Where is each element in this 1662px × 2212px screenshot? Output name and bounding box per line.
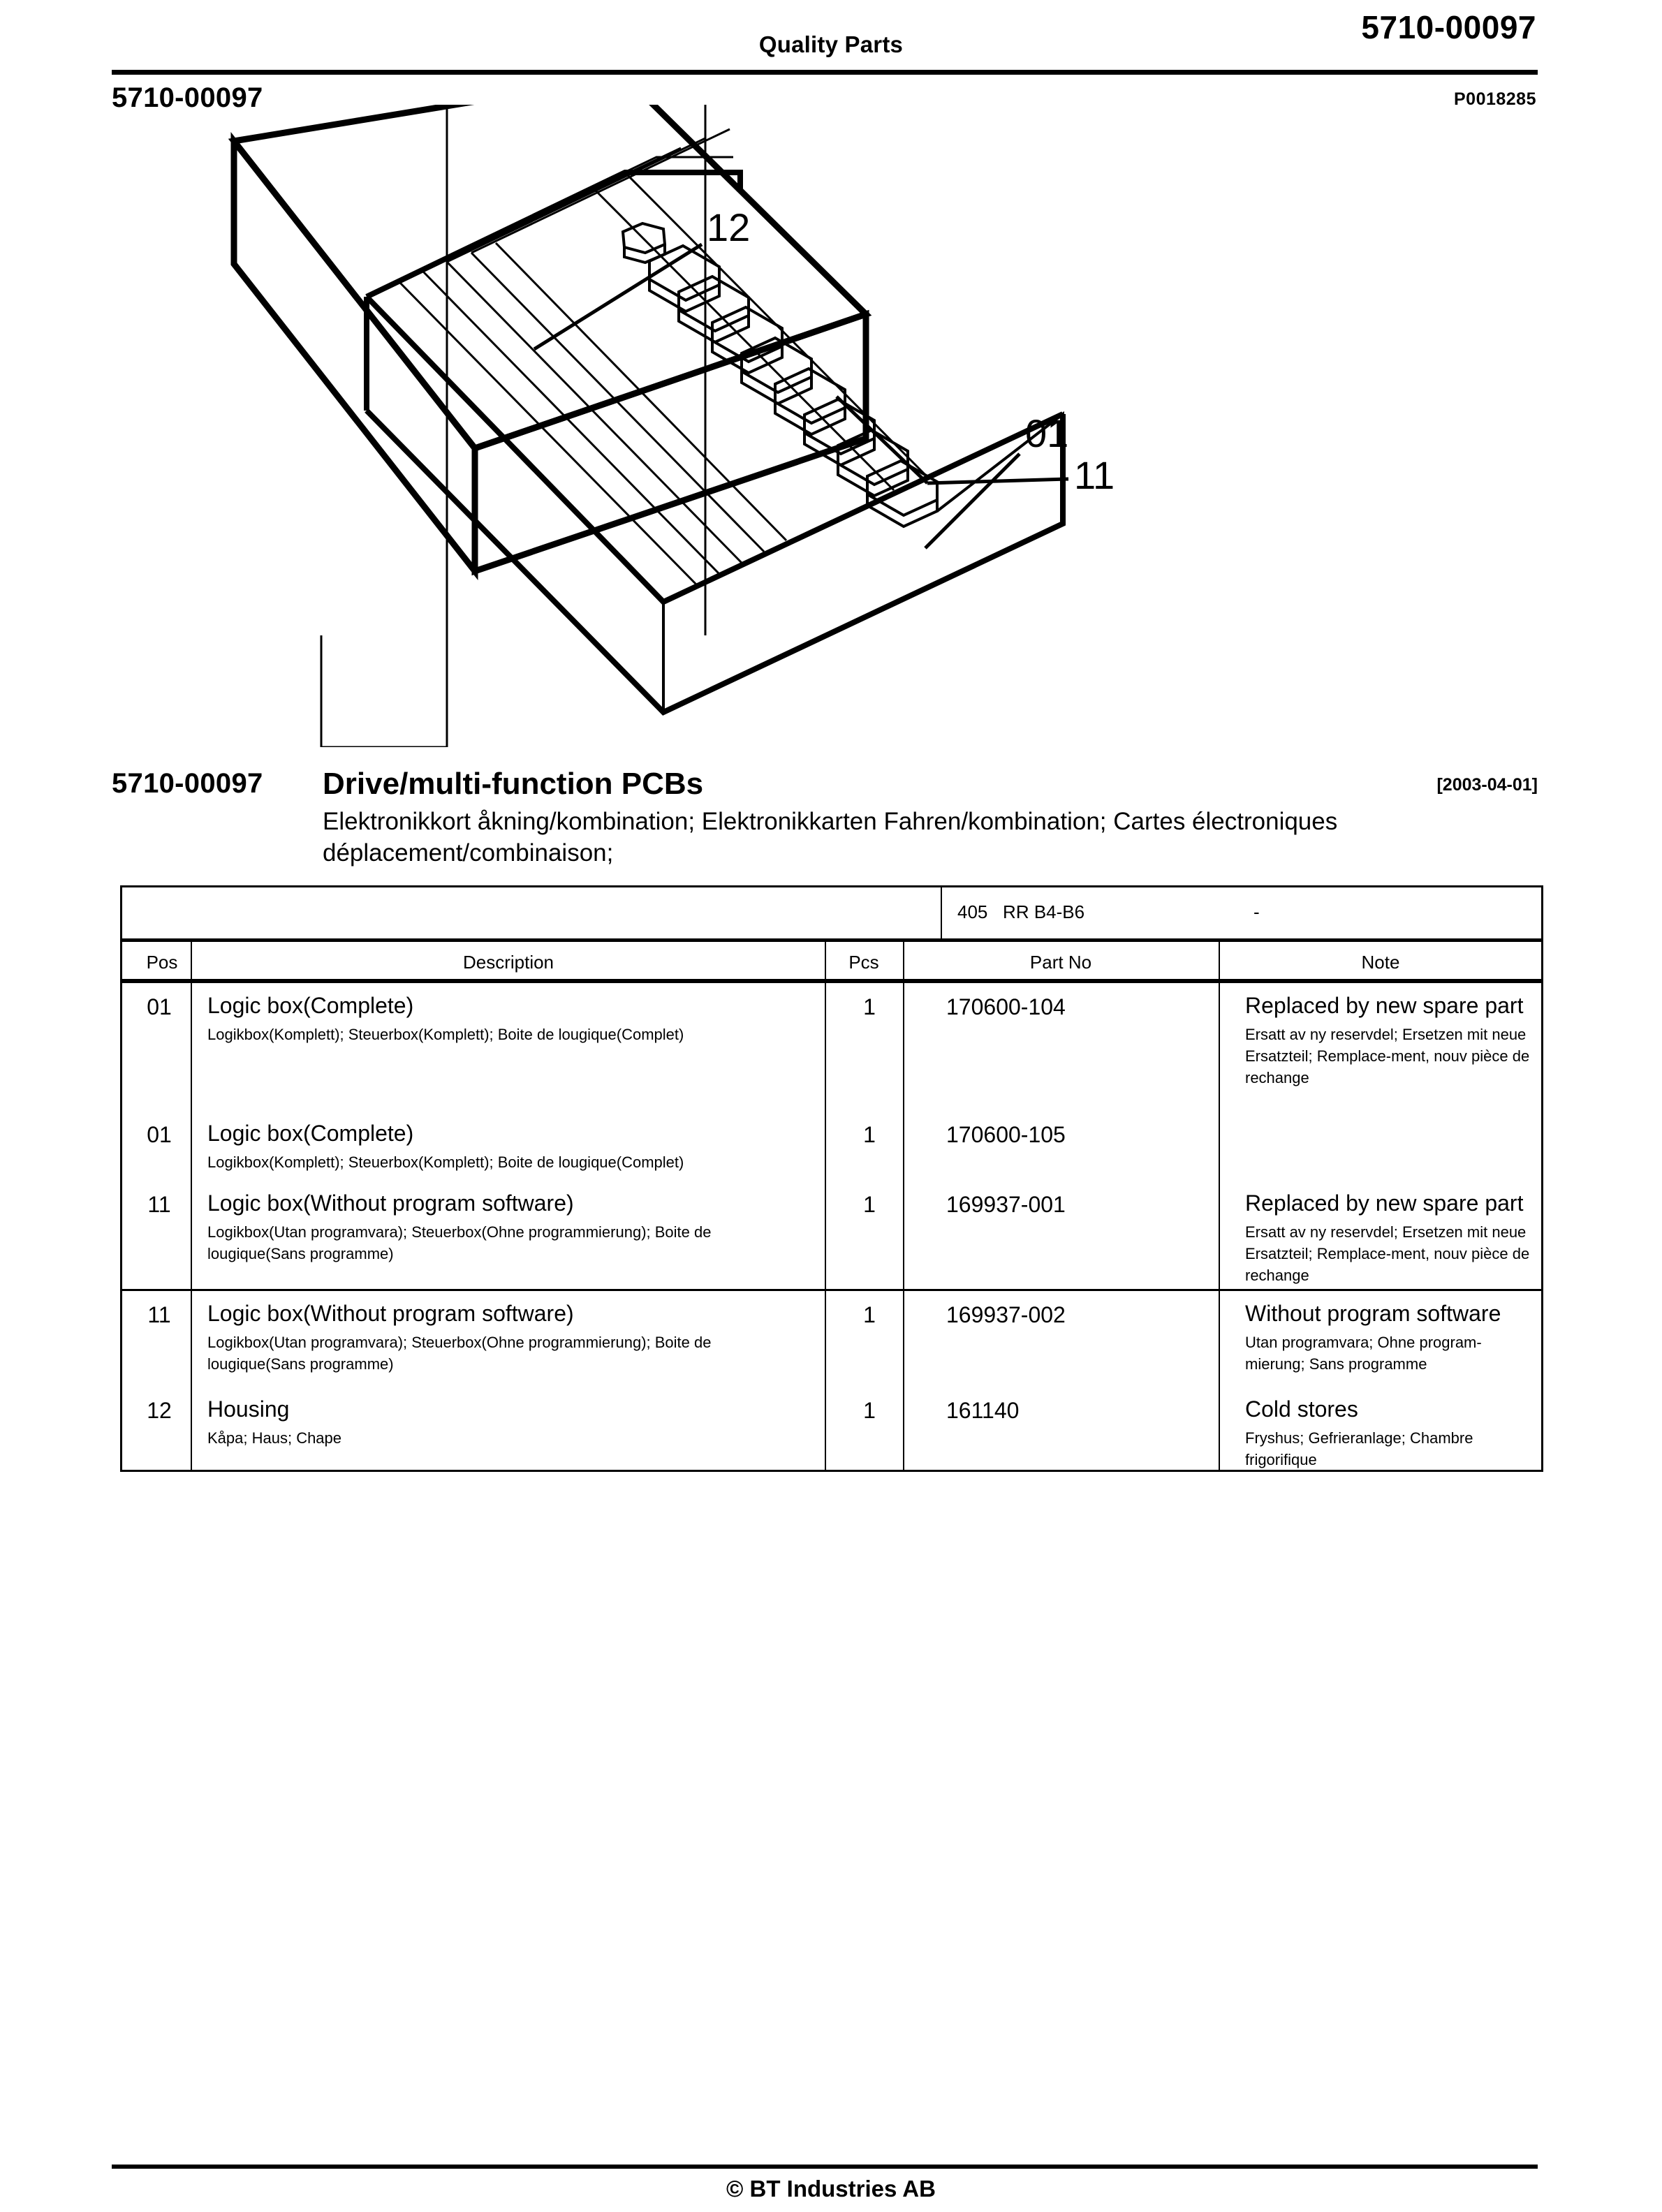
part-group-code: 5710-00097: [112, 768, 263, 799]
table-row[interactable]: [122, 981, 1541, 1111]
row-description-main: Logic box(Without program software): [207, 1301, 574, 1326]
row-pos: 01: [147, 994, 172, 1019]
header-vline-1: [191, 942, 192, 979]
row-note-sub: Fryshus; Gefrieranlage; Chambre frigorifique: [1245, 1429, 1473, 1468]
footer-divider-rule: [112, 2165, 1538, 2169]
row-description: [207, 1301, 787, 1375]
row-part-no: 169937-002: [946, 1302, 1066, 1327]
row-pcs: 1: [863, 1192, 876, 1217]
callout-label-12: 12: [707, 205, 751, 249]
row-note-sub: Ersatt av ny reservdel; Ersetzen mit neue Ersatzteil; Remplace-ment, nouv pièce de rechange: [1245, 1025, 1530, 1087]
row-description-sub: Logikbox(Utan programvara); Steuerbox(Ohne programmierung); Boite de lougique(Sans programme): [207, 1223, 712, 1262]
model-applicability-dash: -: [1253, 901, 1260, 922]
column-header-note: Note: [1361, 952, 1400, 973]
row-note-sub: Utan programvara; Ohne program-mierung; Sans programme: [1245, 1333, 1482, 1373]
row-description-sub: Kåpa; Haus; Chape: [207, 1429, 342, 1447]
page-header-code: 5710-00097: [1361, 9, 1536, 45]
row-description-sub: Logikbox(Komplett); Steuerbox(Komplett); Boite de lougique(Complet): [207, 1025, 684, 1043]
callout-label-11: 11: [1074, 453, 1115, 497]
model-applicability-value: 405 RR B4-B6: [957, 901, 1085, 922]
callout-label-01: 01: [1025, 411, 1069, 455]
illustration-svg: [105, 105, 1564, 747]
column-header-pos: Pos: [146, 952, 178, 973]
row-note-main: Without program software: [1245, 1301, 1501, 1326]
row-pcs: 1: [863, 994, 876, 1019]
row-note-main: Replaced by new spare part: [1245, 1190, 1524, 1216]
row-part-no: 170600-104: [946, 994, 1066, 1019]
section-code: 5710-00097: [112, 82, 263, 113]
row-description: [207, 993, 787, 1045]
row-description: [207, 1121, 787, 1173]
column-header-part-no: Part No: [1029, 952, 1092, 973]
row-note-main: Replaced by new spare part: [1245, 993, 1524, 1018]
row-note: [1245, 1301, 1531, 1375]
part-group-translations: Elektronikkort åkning/kombination; Elektronikkarten Fahren/kombination; Cartes électroniques déplacement/combinaison;: [323, 808, 1338, 867]
table-row[interactable]: [122, 1387, 1541, 1470]
parts-table-border: [120, 885, 1543, 1472]
row-pcs: 1: [863, 1398, 876, 1423]
header-vline-2: [825, 942, 826, 979]
row-part-no: 169937-001: [946, 1192, 1066, 1217]
row-part-no: 170600-105: [946, 1122, 1066, 1147]
row-note: [1245, 1190, 1531, 1286]
row-part-no: 161140: [946, 1398, 1020, 1423]
header-vline-4: [1219, 942, 1220, 979]
footer-copyright: © BT Industries AB: [726, 2176, 936, 2202]
exploded-parts-illustration: [105, 105, 1564, 747]
drawing-number: P0018285: [1453, 89, 1536, 109]
revision-date: [2003-04-01]: [1436, 775, 1538, 795]
model-applicability-row: [122, 887, 1541, 942]
row-note: [1245, 1121, 1531, 1125]
row-pos: 11: [147, 1302, 171, 1327]
row-description-main: Logic box(Complete): [207, 1121, 414, 1146]
row-description-main: Housing: [207, 1396, 290, 1422]
page-header-title: Quality Parts: [758, 31, 904, 57]
model-row-divider: [941, 887, 942, 938]
row-description: [207, 1190, 787, 1264]
column-header-description: Description: [462, 952, 554, 973]
header-divider-rule: [112, 70, 1538, 75]
table-row[interactable]: [122, 1289, 1541, 1387]
row-pcs: 1: [863, 1302, 876, 1327]
row-pos: 01: [147, 1122, 172, 1147]
connector-outline: [321, 592, 447, 747]
row-description: [207, 1396, 787, 1449]
header-vline-3: [903, 942, 904, 979]
callout-leader-12: [534, 244, 702, 349]
row-pos: 11: [147, 1192, 171, 1217]
row-note: [1245, 1396, 1531, 1470]
table-row[interactable]: [122, 1181, 1541, 1289]
row-note-main: Cold stores: [1245, 1396, 1358, 1422]
row-note: [1245, 993, 1531, 1089]
column-header-pcs: Pcs: [848, 952, 879, 973]
table-header-row: [122, 942, 1541, 981]
callout-leader-11: [927, 479, 1068, 483]
callout-leader-01: [925, 454, 1020, 548]
row-pos: 12: [147, 1398, 172, 1423]
table-row[interactable]: [122, 1111, 1541, 1181]
row-description-sub: Logikbox(Komplett); Steuerbox(Komplett); Boite de lougique(Complet): [207, 1153, 684, 1171]
row-note-sub: Ersatt av ny reservdel; Ersetzen mit neue Ersatzteil; Remplace-ment, nouv pièce de rechange: [1245, 1223, 1530, 1285]
parts-table: [120, 885, 1543, 1472]
row-description-main: Logic box(Without program software): [207, 1190, 574, 1216]
row-description-main: Logic box(Complete): [207, 993, 414, 1018]
row-description-sub: Logikbox(Utan programvara); Steuerbox(Ohne programmierung); Boite de lougique(Sans programme): [207, 1333, 712, 1373]
part-group-title: Drive/multi-function PCBs: [323, 767, 704, 801]
table-body: [122, 981, 1541, 1470]
row-pcs: 1: [863, 1122, 876, 1147]
